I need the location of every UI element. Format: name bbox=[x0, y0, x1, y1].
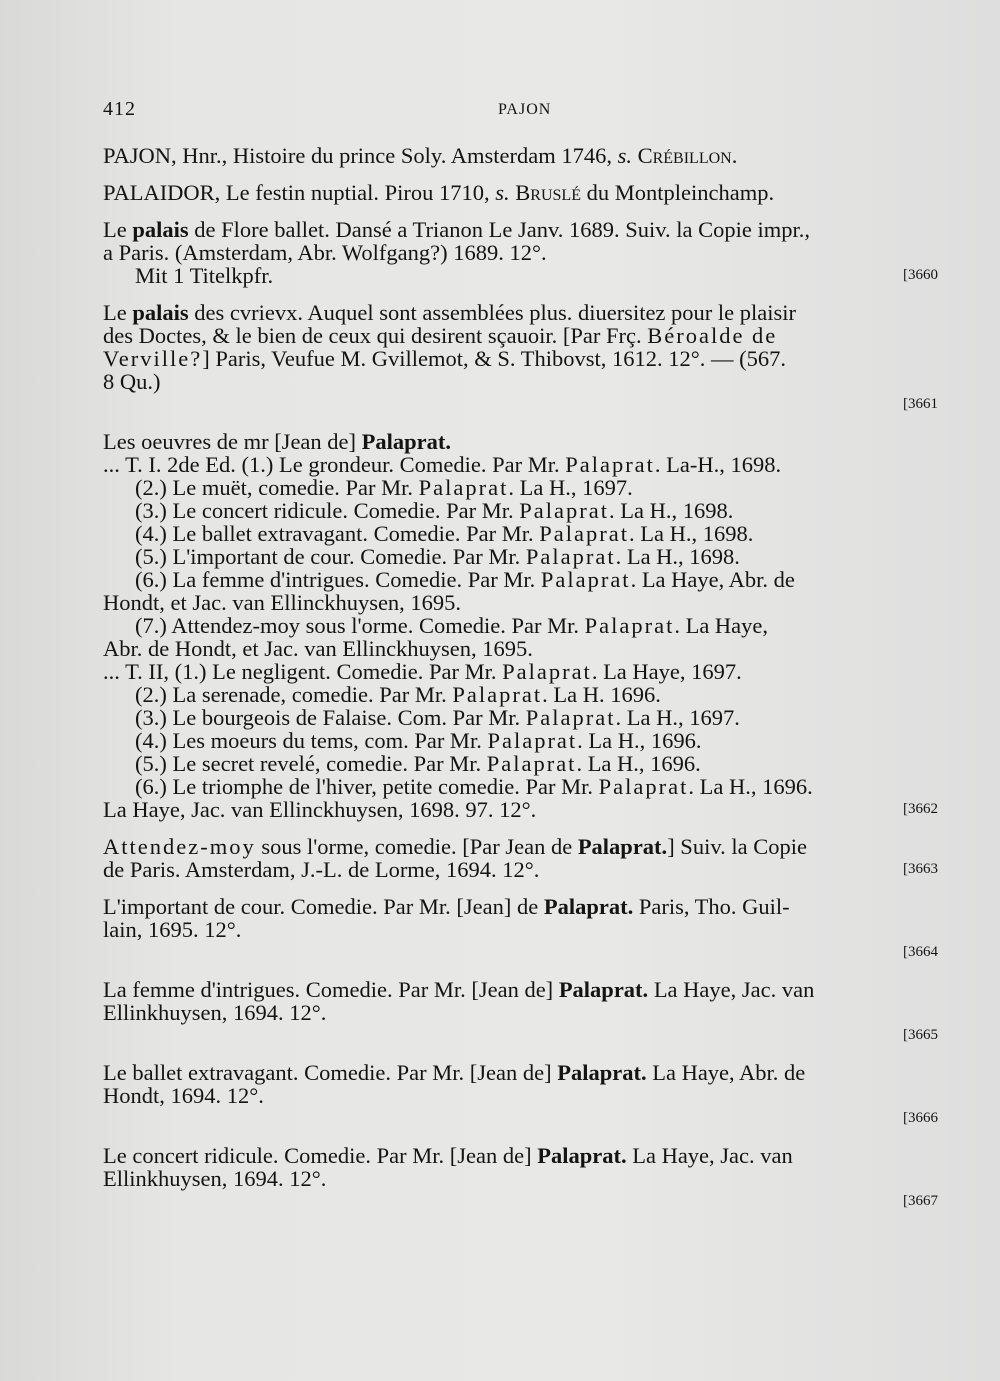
entry-text: . La H. 1696. bbox=[542, 682, 661, 707]
volume-item bbox=[103, 614, 938, 637]
entry-text: . La Haye, bbox=[674, 613, 769, 638]
entry-text: La Haye, Jac. van bbox=[626, 1143, 793, 1168]
entry-line bbox=[103, 218, 938, 241]
spaced-author: Palaprat bbox=[487, 728, 578, 753]
entry-text: La Haye, Jac. van Ellinckhuysen, 1698. 97. 12°. bbox=[103, 797, 537, 822]
entry-line bbox=[103, 895, 938, 918]
entry-text: L'important de cour. Comedie. Par Mr. [Jean] de bbox=[103, 894, 544, 919]
headword: palais bbox=[132, 217, 189, 242]
spaced-author: Palaprat bbox=[418, 475, 509, 500]
entry-number: [3662 bbox=[903, 801, 938, 817]
entry-text: La Haye, Abr. de bbox=[646, 1060, 806, 1085]
entry-text: . La H., 1697. bbox=[615, 705, 740, 730]
entry-3661 bbox=[103, 301, 938, 416]
entry-text: Le ballet extravagant. Comedie. Par Mr. [Jean de] bbox=[103, 1060, 558, 1085]
entry-text: (5.) L'important de cour. Comedie. Par Mr. bbox=[135, 544, 526, 569]
spaced-author: Palaprat bbox=[525, 705, 616, 730]
volume-item bbox=[103, 522, 938, 545]
entry-text: . La H., 1698. bbox=[608, 498, 734, 523]
entry-line bbox=[103, 918, 938, 941]
entry-line bbox=[103, 858, 938, 881]
entry-line bbox=[103, 1061, 938, 1084]
entry-text: . La Haye, 1697. bbox=[591, 659, 742, 684]
entry-text: (7.) Attendez-moy sous l'orme. Comedie. Par Mr. bbox=[135, 613, 585, 638]
entry-3667 bbox=[103, 1144, 938, 1213]
entry-number: [3663 bbox=[903, 861, 938, 877]
entry-text: (2.) La serenade, comedie. Par Mr. bbox=[135, 682, 453, 707]
entry-3664 bbox=[103, 895, 938, 964]
see-ref: s. bbox=[617, 143, 632, 168]
entry-line bbox=[103, 1144, 938, 1167]
entry-number: [3660 bbox=[903, 267, 938, 283]
entry-line bbox=[103, 978, 938, 1001]
entry-text: Le concert ridicule. Comedie. Par Mr. [Jean de] bbox=[103, 1143, 538, 1168]
entry-text: (3.) Le bourgeois de Falaise. Com. Par Mr. bbox=[135, 705, 526, 730]
volume-item bbox=[103, 683, 938, 706]
spaced-author: Verville? bbox=[103, 346, 203, 371]
volume-item bbox=[103, 453, 938, 476]
spaced-author: Palaprat bbox=[598, 774, 689, 799]
see-ref: s. bbox=[495, 180, 510, 205]
entry-line bbox=[103, 1084, 938, 1107]
volume-item-cont bbox=[103, 591, 938, 614]
see-author: Crébillon. bbox=[637, 143, 738, 168]
entry-text: La Haye, Jac. van bbox=[648, 977, 815, 1002]
entry-3665 bbox=[103, 978, 938, 1047]
entry-text: des Doctes, & le bien de ceux qui desirent sçauoir. [Par Frç. bbox=[103, 323, 648, 348]
entry-text: PAJON, Hnr., Histoire du prince Soly. Amsterdam 1746, bbox=[103, 143, 618, 168]
entry-note: Mit 1 Titelkpfr. bbox=[135, 263, 274, 288]
entry-text: (4.) Le ballet extravagant. Comedie. Par Mr. bbox=[135, 521, 540, 546]
running-head: PAJON bbox=[498, 101, 552, 118]
spaced-author: Palaprat bbox=[519, 498, 609, 523]
entry-text: . La H., 1696. bbox=[576, 751, 701, 776]
entry-number: [3667 bbox=[903, 1193, 938, 1209]
entry-text: PALAIDOR, Le festin nuptial. Pirou 1710, bbox=[103, 180, 496, 205]
spaced-author: Béroalde de bbox=[647, 323, 778, 348]
entry-text: des cvrievx. Auquel sont assemblées plus. diuersitez pour le plaisir bbox=[188, 300, 797, 325]
entry-text: (6.) La femme d'intrigues. Comedie. Par Mr. bbox=[135, 567, 541, 592]
entry-text: de Paris. Amsterdam, J.-L. de Lorme, 1694. 12°. bbox=[103, 857, 540, 882]
entry-line bbox=[103, 798, 938, 821]
spaced-author: Palaprat bbox=[502, 659, 592, 684]
entry-text: Hondt, 1694. 12°. bbox=[103, 1083, 264, 1108]
entry-line bbox=[103, 430, 938, 453]
entry-text: . La Haye, Abr. de bbox=[630, 567, 795, 592]
entry-text: a Paris. (Amsterdam, Abr. Wolfgang?) 1689. 12°. bbox=[103, 240, 547, 265]
headword: palais bbox=[132, 300, 189, 325]
entry-text: Hondt, et Jac. van Ellinckhuysen, 1695. bbox=[103, 590, 462, 615]
entry-text: Les oeuvres de mr [Jean de] bbox=[103, 429, 362, 454]
entry-line bbox=[103, 241, 938, 264]
entry-text: (4.) Les moeurs du tems, com. Par Mr. bbox=[135, 728, 488, 753]
entry-number: [3665 bbox=[903, 1027, 938, 1043]
entry-text: Ellinkhuysen, 1694. 12°. bbox=[103, 1166, 327, 1191]
entry-text: lain, 1695. 12°. bbox=[103, 917, 242, 942]
entry-text: Le bbox=[103, 300, 133, 325]
volume-item bbox=[103, 568, 938, 591]
entry-text: . La H., 1696. bbox=[577, 728, 702, 753]
entry-text: . La H., 1698. bbox=[628, 521, 754, 546]
entry-text: . La-H., 1698. bbox=[654, 452, 782, 477]
entry-text: (6.) Le triomphe de l'hiver, petite comedie. Par Mr. bbox=[135, 774, 599, 799]
entry-pajon bbox=[103, 144, 938, 167]
entry-text: du Montpleinchamp. bbox=[580, 180, 775, 205]
headword: Palaprat. bbox=[537, 1143, 627, 1168]
entry-line bbox=[103, 835, 938, 858]
entry-text: sous l'orme, comedie. [Par Jean de bbox=[255, 834, 578, 859]
spaced-author: Palaprat bbox=[452, 682, 543, 707]
entry-text: Le bbox=[103, 217, 133, 242]
volume-item bbox=[103, 752, 938, 775]
entry-text: Ellinkhuysen, 1694. 12°. bbox=[103, 1000, 327, 1025]
headword: Palaprat. bbox=[361, 429, 452, 454]
entry-number: [3664 bbox=[903, 944, 938, 960]
entry-number: [3661 bbox=[903, 396, 938, 412]
page-number: 412 bbox=[103, 98, 136, 120]
entry-text: ] Paris, Veufue M. Gvillemot, & S. Thibovst, 1612. 12°. — (567. bbox=[202, 346, 786, 371]
catalog-body bbox=[103, 144, 938, 1227]
entry-text: ... T. II, (1.) Le negligent. Comedie. Par Mr. bbox=[103, 659, 503, 684]
headword: Palaprat. bbox=[557, 1060, 647, 1085]
volume-item bbox=[103, 660, 938, 683]
entry-text: (5.) Le secret revelé, comedie. Par Mr. bbox=[135, 751, 487, 776]
entry-line bbox=[103, 301, 938, 324]
headword: Palaprat. bbox=[543, 894, 634, 919]
volume-item bbox=[103, 499, 938, 522]
page-header bbox=[103, 98, 938, 128]
entry-3660 bbox=[103, 218, 938, 287]
entry-text: . La H., 1697. bbox=[508, 475, 633, 500]
entry-line bbox=[103, 144, 938, 167]
entry-line bbox=[103, 1001, 938, 1024]
spaced-author: Palaprat bbox=[486, 751, 577, 776]
entry-text: . La H., 1696. bbox=[688, 774, 813, 799]
entry-line bbox=[103, 370, 938, 393]
see-author: Bruslé bbox=[515, 180, 581, 205]
spaced-author: Palaprat bbox=[540, 567, 631, 592]
entry-text: 8 Qu.) bbox=[103, 369, 161, 394]
spaced-author: Palaprat bbox=[525, 544, 616, 569]
entry-line bbox=[103, 324, 938, 347]
volume-item bbox=[103, 476, 938, 499]
headword: Palaprat. bbox=[558, 977, 649, 1002]
entry-line bbox=[103, 181, 938, 204]
entry-3663 bbox=[103, 835, 938, 881]
entry-text: (2.) Le muët, comedie. Par Mr. bbox=[135, 475, 419, 500]
entry-text: (3.) Le concert ridicule. Comedie. Par Mr. bbox=[135, 498, 520, 523]
entry-text: de Flore ballet. Dansé a Trianon Le Janv. 1689. Suiv. la Copie impr., bbox=[188, 217, 811, 242]
spaced-author: Palaprat bbox=[565, 452, 655, 477]
spaced-author: Palaprat bbox=[584, 613, 675, 638]
entry-text: La femme d'intrigues. Comedie. Par Mr. [Jean de] bbox=[103, 977, 559, 1002]
volume-item bbox=[103, 706, 938, 729]
entry-text: ] Suiv. la Copie bbox=[667, 834, 807, 859]
entry-line bbox=[103, 1167, 938, 1190]
entry-line bbox=[103, 264, 938, 287]
spaced-title: Attendez-moy bbox=[103, 834, 256, 859]
entry-3662 bbox=[103, 430, 938, 821]
entry-text: ... T. I. 2de Ed. (1.) Le grondeur. Comedie. Par Mr. bbox=[103, 452, 566, 477]
entry-text: Paris, Tho. Guil- bbox=[633, 894, 790, 919]
volume-item-cont bbox=[103, 637, 938, 660]
headword: Palaprat. bbox=[577, 834, 668, 859]
volume-item bbox=[103, 775, 938, 798]
entry-number: [3666 bbox=[903, 1110, 938, 1126]
volume-item bbox=[103, 545, 938, 568]
entry-text: . La H., 1698. bbox=[615, 544, 740, 569]
spaced-author: Palaprat bbox=[539, 521, 629, 546]
entry-palaidor bbox=[103, 181, 938, 204]
entry-text: Abr. de Hondt, et Jac. van Ellinckhuysen, 1695. bbox=[103, 636, 533, 661]
volume-item bbox=[103, 729, 938, 752]
entry-3666 bbox=[103, 1061, 938, 1130]
entry-line bbox=[103, 347, 938, 370]
